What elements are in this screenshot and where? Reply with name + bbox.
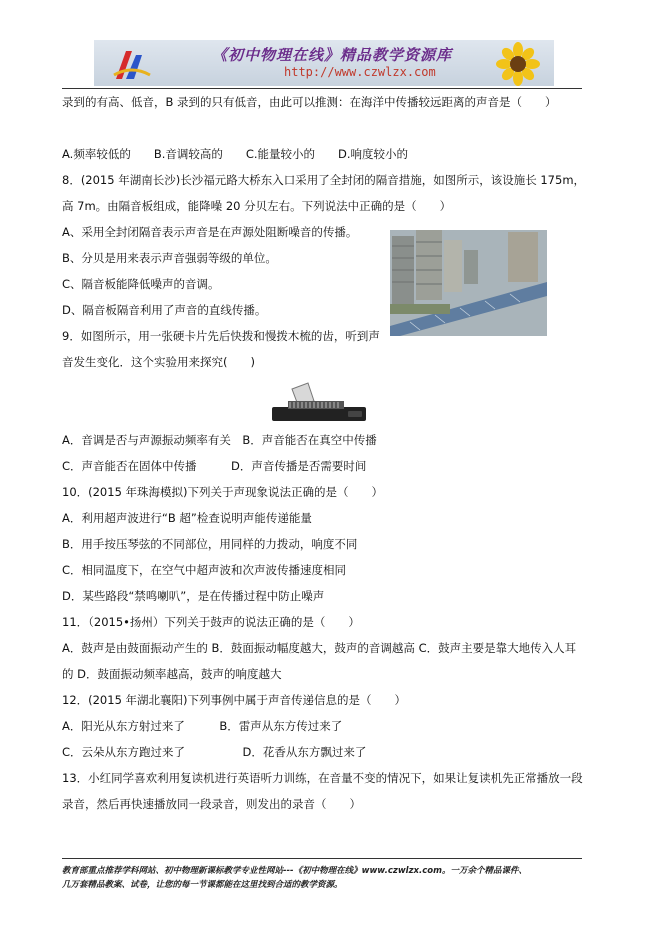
text-line: A．阳光从东方射过来了 B．雷声从东方传过来了 [62,719,343,733]
text-line: A.频率较低的 B.音调较高的 C.能量较小的 D.响度较小的 [62,147,409,161]
text-line: A．利用超声波进行“B 超”检查说明声能传递能量 [62,511,312,525]
text-line: A．音调是否与声源振动频率有关 B．声音能否在真空中传播 [62,433,377,447]
text-line: A、采用全封闭隔音表示声音是在声源处阻断噪音的传播。 [62,225,358,239]
comb-card-figure [268,381,372,427]
text-line: 录到的有高、低音，B 录到的只有低音，由此可以推测：在海洋中传播较远距离的声音是（ ） [62,95,557,109]
banner-url: http://www.czwlzx.com [284,65,436,79]
text-line: 13．小红同学喜欢利用复读机进行英语听力训练，在音量不变的情况下，如果让复读机先正常播放一段 [62,771,583,785]
text-line: 的 D．鼓面振动频率越高，鼓声的响度越大 [62,667,282,681]
text-line: D．某些路段“禁鸣喇叭”，是在传播过程中防止噪声 [62,589,325,603]
site-logo-icon [112,45,152,81]
text-line: B、分贝是用来表示声音强弱等级的单位。 [62,251,277,265]
header-banner [94,40,554,86]
text-line: 12．(2015 年湖北襄阳)下列事例中属于声音传递信息的是（ ） [62,693,407,707]
text-line: 8．(2015 年湖南长沙)长沙福元路大桥东入口采用了全封闭的隔音措施，如图所示，该设施长 175m， [62,173,586,187]
text-line: 高 7m。由隔音板组成，能降噪 20 分贝左右。下列说法中正确的是（ ） [62,199,452,213]
text-line: 音发生变化．这个实验用来探究( ) [62,355,255,369]
text-line: 录音，然后再快速播放同一段录音，则发出的录音（ ） [62,797,361,811]
text-line: 10．(2015 年珠海模拟)下列关于声现象说法正确的是（ ） [62,485,384,499]
header-rule [62,88,582,89]
page-footer [62,864,598,892]
text-line: 11．（2015•扬州）下列关于鼓声的说法正确的是（ ） [62,615,360,629]
text-line: C、隔音板能降低噪声的音调。 [62,277,220,291]
banner-title: 《初中物理在线》精品教学资源库 [212,46,453,64]
text-line: B．用手按压琴弦的不同部位，用同样的力拨动，响度不同 [62,537,358,551]
bridge-sound-barrier-photo [390,230,547,336]
footer-rule [62,858,582,859]
text-line: C．声音能否在固体中传播 D．声音传播是否需要时间 [62,459,367,473]
text-line: A．鼓声是由鼓面振动产生的 B．鼓面振动幅度越大，鼓声的音调越高 C．鼓声主要是靠大地传入人耳 [62,641,577,655]
sunflower-icon [488,42,548,86]
text-line: D、隔音板隔音利用了声音的直线传播。 [62,303,267,317]
text-line: 9．如图所示，用一张硬卡片先后快拨和慢拨木梳的齿，听到声 [62,329,380,343]
text-line: C．云朵从东方跑过来了 D．花香从东方飘过来了 [62,745,367,759]
footer-line: 几万套精品教案、试卷，让您的每一节课都能在这里找到合适的教学资源。 [62,880,343,890]
footer-line: 教育部重点推荐学科网站、初中物理新课标教学专业性网站---《初中物理在线》www.czwlzx.com。一万余个精品课件、 [62,866,527,876]
text-line: C．相同温度下，在空气中超声波和次声波传播速度相同 [62,563,347,577]
